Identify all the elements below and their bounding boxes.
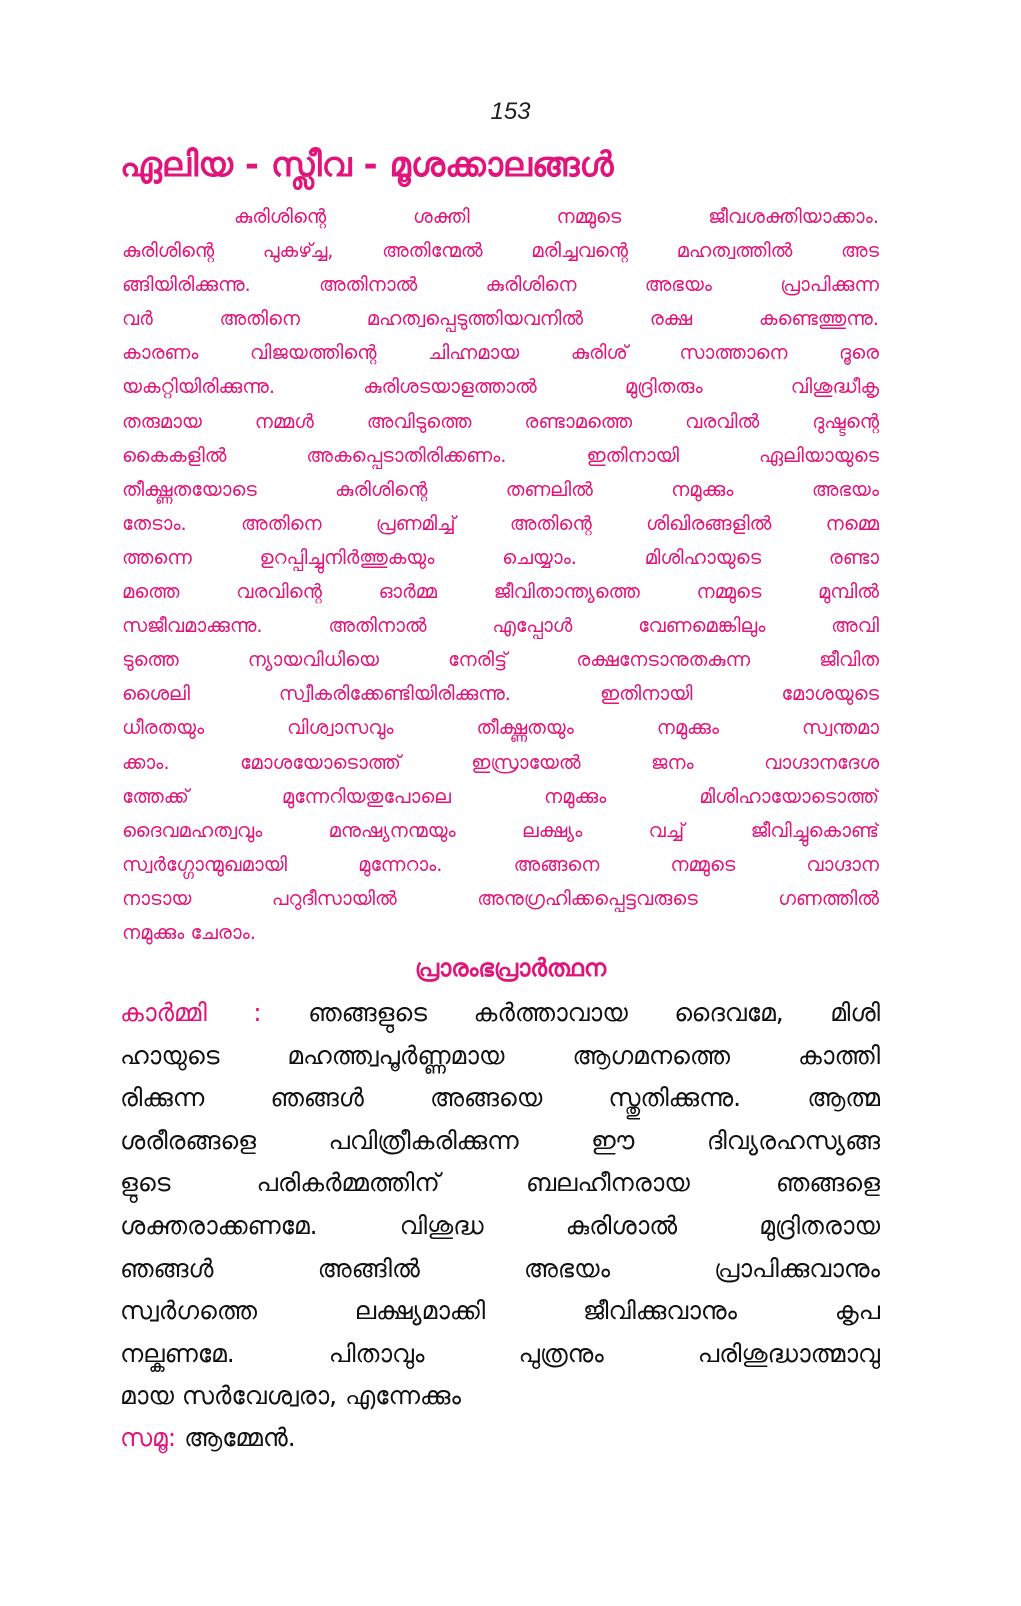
speaker-label: കാർമ്മി : [120,998,262,1027]
page-number: 153 [490,98,531,125]
intro-line: തരുമായ നമ്മൾ അവിടുത്തെ രണ്ടാമത്തെ വരവിൽ ദുഷ്ടന്റെ [122,409,879,433]
congregation-response [120,1418,880,1458]
prayer-line: മായ സർവേശ്വരാ, എന്നേക്കും [120,1381,461,1411]
intro-line: ധീരതയും വിശ്വാസവും തീക്ഷ്ണതയും നമുക്കും സ്വന്തമാ [122,716,879,740]
intro-line: ടുത്തെ ന്യായവിധിയെ നേരിട്ട് രക്ഷനേടാനുതകുന്ന ജീവിത [122,648,879,672]
prayer-line: ശക്തരാക്കണമേ. വിശുദ്ധ കുരിശാൽ മുദ്രിതരായ [120,1210,880,1240]
intro-line: ദൈവമഹത്വവും മനുഷ്യനന്മയും ലക്ഷ്യം വച്ച് ജീവിച്ചുകൊണ്ട് [122,818,879,842]
intro-line: കാരണം വിജയത്തിന്റെ ചിഹ്നമായ കുരിശ് സാത്താനെ ദൂരെ [122,341,879,365]
intro-line: സജീവമാക്കുന്നു. അതിനാൽ എപ്പോൾ വേണമെങ്കിലും അവി [122,614,879,638]
intro-line: നമുക്കും ചേരാം. [122,920,256,944]
prayer-text: ഞങ്ങളുടെ കർത്താവായ ദൈവമേ, മിശി [261,998,880,1027]
prayer-line: ഹായുടെ മഹത്ത്വപൂർണ്ണമായ ആഗമനത്തെ കാത്തി [120,1040,880,1070]
intro-paragraph [122,200,879,950]
prayer-line: നല്കണമേ. പിതാവും പുത്രനും പരിശുദ്ധാത്മാവു [120,1338,880,1368]
intro-line: നാടായ പറുദീസായിൽ അനുഗ്രഹിക്കപ്പെട്ടവരുടെ ഗണത്തിൽ [122,886,879,910]
intro-line: യകറ്റിയിരിക്കുന്നു. കുരിശടയാളത്താൽ മുദ്രിതരും വിശുദ്ധീകൃ [122,375,879,399]
intro-line: വർ അതിനെ മഹത്വപ്പെടുത്തിയവനിൽ രക്ഷ കണ്ടെത്തുന്നു. [122,307,879,331]
intro-line: മത്തെ വരവിന്റെ ഓർമ്മ ജീവിതാന്ത്യത്തെ നമ്മുടെ മുമ്പിൽ [122,580,879,604]
prayer-line [120,992,880,1035]
section-heading: പ്രാരംഭപ്രാർത്ഥന [414,954,607,982]
intro-line: ശൈലി സ്വീകരിക്കേണ്ടിയിരിക്കുന്നു. ഇതിനായി മോശയുടെ [122,682,879,706]
speaker-label: സമൂ: [120,1423,177,1452]
prayer-line: ളുടെ പരികർമ്മത്തിന് ബലഹീനരായ ഞങ്ങളെ [120,1168,880,1198]
intro-line: ത്തേക്ക് മുന്നേറിയതുപോലെ നമുക്കും മിശിഹായോടൊത്ത് [122,784,879,808]
intro-line: തേടാം. അതിനെ പ്രണമിച്ച് അതിന്റെ ശിഖിരങ്ങളിൽ നമ്മെ [122,511,879,535]
prayer-line: ഞങ്ങൾ അങ്ങിൽ അഭയം പ്രാപിക്കുവാനും [120,1253,880,1283]
prayer-line: രിക്കുന്ന ഞങ്ങൾ അങ്ങയെ സ്തുതിക്കുന്നു. ആത്മ [120,1083,880,1113]
prayer-line: സ്വർഗത്തെ ലക്ഷ്യമാക്കി ജീവിക്കുവാനും കൃപ [120,1296,880,1326]
intro-line: തീക്ഷ്ണതയോടെ കുരിശിന്റെ തണലിൽ നമുക്കും അഭയം [122,477,879,501]
intro-line: ങ്ങിയിരിക്കുന്നു. അതിനാൽ കുരിശിനെ അഭയം പ്രാപിക്കുന്ന [122,273,879,297]
intro-line: ത്തന്നെ ഉറപ്പിച്ചുനിർത്തുകയും ചെയ്യാം. മിശിഹായുടെ രണ്ടാ [122,545,879,569]
intro-line: ക്കാം. മോശയോടൊത്ത് ഇസ്രായേൽ ജനം വാഗ്ദാനദേശ [122,750,879,774]
intro-line: കൈകളിൽ അകപ്പെടാതിരിക്കണം. ഇതിനായി ഏലിയായുടെ [122,443,879,467]
prayer-line: ശരീരങ്ങളെ പവിത്രീകരിക്കുന്ന ഈ ദിവ്യരഹസ്യങ്ങ [120,1125,880,1155]
intro-line: കുരിശിന്റെ പുകഴ്ച്ച, അതിന്മേൽ മരിച്ചവന്റെ മഹത്വത്തിൽ അട [122,239,879,263]
response-text: ആമ്മേൻ. [176,1423,296,1452]
intro-line: കുരിശിന്റെ ശക്തി നമ്മുടെ ജീവശക്തിയാക്കാം. [234,205,879,228]
opening-prayer [120,992,880,1418]
chapter-title: ഏലിയ - സ്ലീവ - മൂശക്കാലങ്ങൾ [120,145,614,185]
intro-line: സ്വർഗ്ഗോന്മുഖമായി മുന്നേറാം. അങ്ങനെ നമ്മുടെ വാഗ്ദാന [122,852,879,876]
